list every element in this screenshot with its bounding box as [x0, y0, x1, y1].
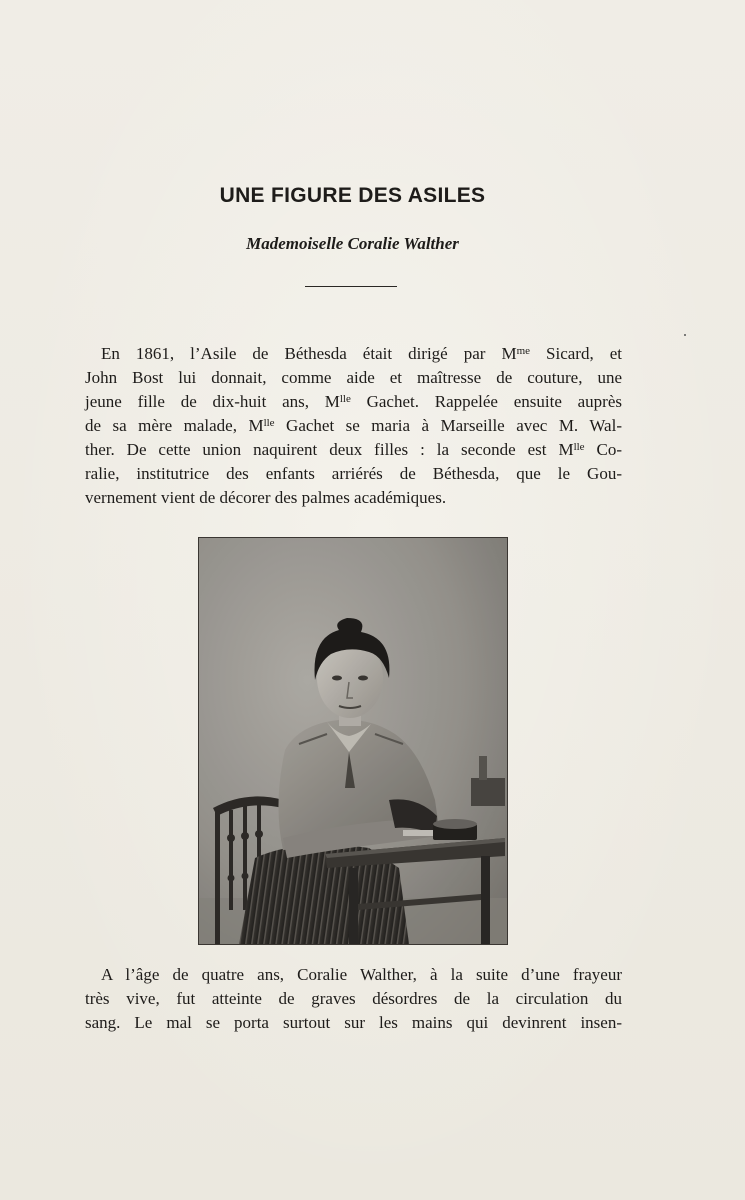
- text-line: ralie, institutrice des enfants arriérés de Béthesda, que le Gou-: [85, 464, 622, 483]
- text-line: A l’âge de quatre ans, Coralie Walther, à la suite d’une frayeur: [101, 965, 622, 984]
- paragraph-childhood: [85, 963, 622, 1035]
- portrait-illustration: [199, 538, 507, 944]
- paragraph-intro: [85, 342, 622, 510]
- text-line: sang. Le mal se porta surtout sur les mains qui devinrent insen-: [85, 1013, 622, 1032]
- text-line: En 1861, l’Asile de Béthesda était dirigé par $M^{me}$ Sicard, et: [101, 344, 622, 363]
- text-line: ther. De cette union naquirent deux filles : la seconde est $M^{lle}$ Co-: [85, 440, 622, 459]
- article-subtitle: Mademoiselle Coralie Walther: [246, 234, 459, 253]
- page-speck: [684, 334, 686, 336]
- text-line: John Bost lui donnait, comme aide et maîtresse de couture, une: [85, 368, 622, 387]
- text-line: de sa mère malade, $M^{lle}$ Gachet se maria à Marseille avec M. Wal-: [85, 416, 622, 435]
- article-title: UNE FIGURE DES ASILES: [219, 184, 486, 207]
- text-line: jeune fille de dix-huit ans, $M^{lle}$ Gachet. Rappelée ensuite auprès: [85, 392, 622, 411]
- portrait-photo: [198, 537, 508, 945]
- text-line: vernement vient de décorer des palmes académiques.: [85, 488, 447, 507]
- text-line: très vive, fut atteinte de graves désordres de la circulation du: [85, 989, 622, 1008]
- title-divider: [305, 286, 397, 287]
